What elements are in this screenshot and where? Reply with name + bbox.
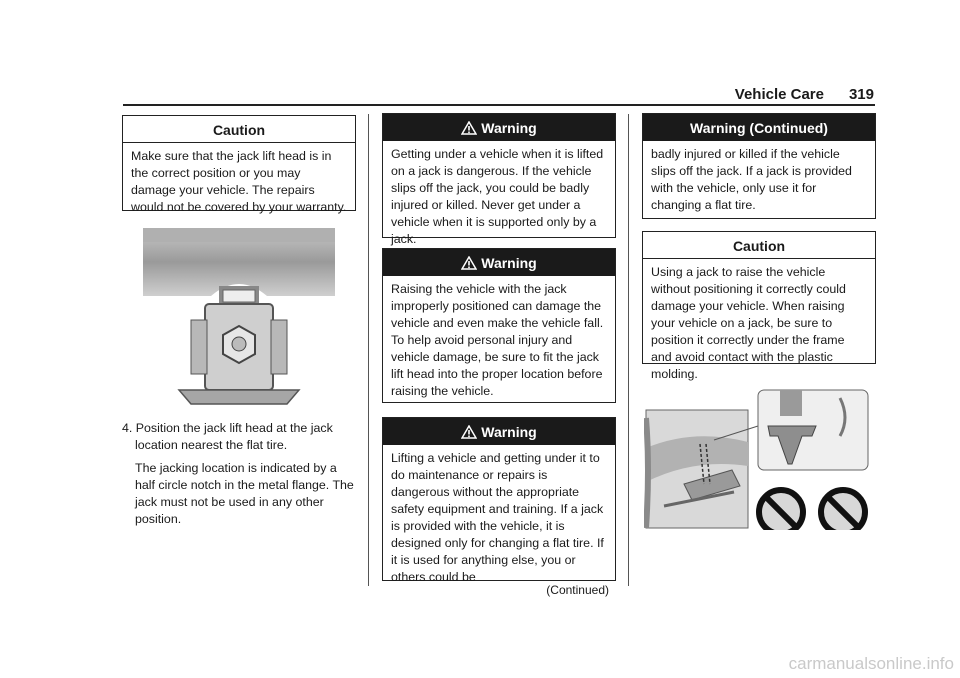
- warning-box-3: [382, 417, 616, 597]
- warning-title: Warning (Continued): [643, 114, 875, 141]
- warning-triangle-icon: [461, 256, 477, 270]
- warning-triangle-icon: [461, 121, 477, 135]
- warning-header: [383, 418, 615, 445]
- warning-triangle-icon: [461, 425, 477, 439]
- warning-title: Warning: [481, 424, 537, 440]
- warning-header: [383, 249, 615, 276]
- jack-lift-head-illustration: [143, 228, 335, 406]
- warning-text: Getting under a vehicle when it is lifted on a jack is dangerous. If the vehicle slips off the jack, you could be badly injured or killed. Never get under a vehicle when it is supported only by a jack.: [391, 147, 604, 246]
- caution-text: Make sure that the jack lift head is in the correct position or you may damage your vehicle. The repairs would not be covered by your warranty.: [131, 149, 347, 214]
- warning-text: badly injured or killed if the vehicle slips off the jack. If a jack is provided with the vehicle, only use it for changing a flat tire.: [651, 147, 852, 212]
- warning-box-2: [382, 248, 616, 403]
- warning-title: Warning: [481, 120, 537, 136]
- column-divider-1: [368, 114, 369, 586]
- continued-label: (Continued): [546, 583, 609, 597]
- prohibited-icon: [759, 490, 803, 530]
- caution-title: Caution: [643, 232, 875, 259]
- step-4-note: The jacking location is indicated by a half circle notch in the metal flange. The jack must not be used in any other position.: [135, 461, 354, 526]
- header-rule: [123, 104, 875, 106]
- section-title: Vehicle Care: [734, 86, 824, 103]
- warning-box-continued: [642, 113, 876, 219]
- caution-box-2: [642, 231, 876, 381]
- warning-text: Raising the vehicle with the jack improperly positioned can damage the vehicle and even make the vehicle fall. To help avoid personal injury and vehicle damage, be sure to fit the jack lift head into the proper location before raising the vehicle.: [391, 282, 604, 398]
- column-divider-2: [628, 114, 629, 586]
- step-4-text: [122, 420, 354, 528]
- caution-text: Using a jack to raise the vehicle without positioning it correctly could damage your vehicle. When raising your vehicle on a jack, be sure to position it correctly under the frame and avoid contact with the plastic molding.: [651, 265, 846, 381]
- warning-header: [383, 114, 615, 141]
- watermark: carmanualsonline.info: [788, 654, 954, 673]
- prohibited-icon: [821, 490, 865, 530]
- page-number: 319: [848, 86, 874, 103]
- caution-box: [122, 115, 356, 214]
- caution-title: Caution: [123, 116, 355, 143]
- warning-text: Lifting a vehicle and getting under it to do maintenance or repairs is dangerous without the appropriate safety equipment and training. If a jack is provided with the vehicle, it is designed only for changing a flat tire. If it is used for anything else, you or others could be: [391, 451, 604, 584]
- step-4-instruction: 4. Position the jack lift head at the jack location nearest the flat tire.: [122, 421, 333, 452]
- warning-box-1: [382, 113, 616, 246]
- warning-title: Warning: [481, 255, 537, 271]
- jack-position-illustration: [644, 388, 876, 530]
